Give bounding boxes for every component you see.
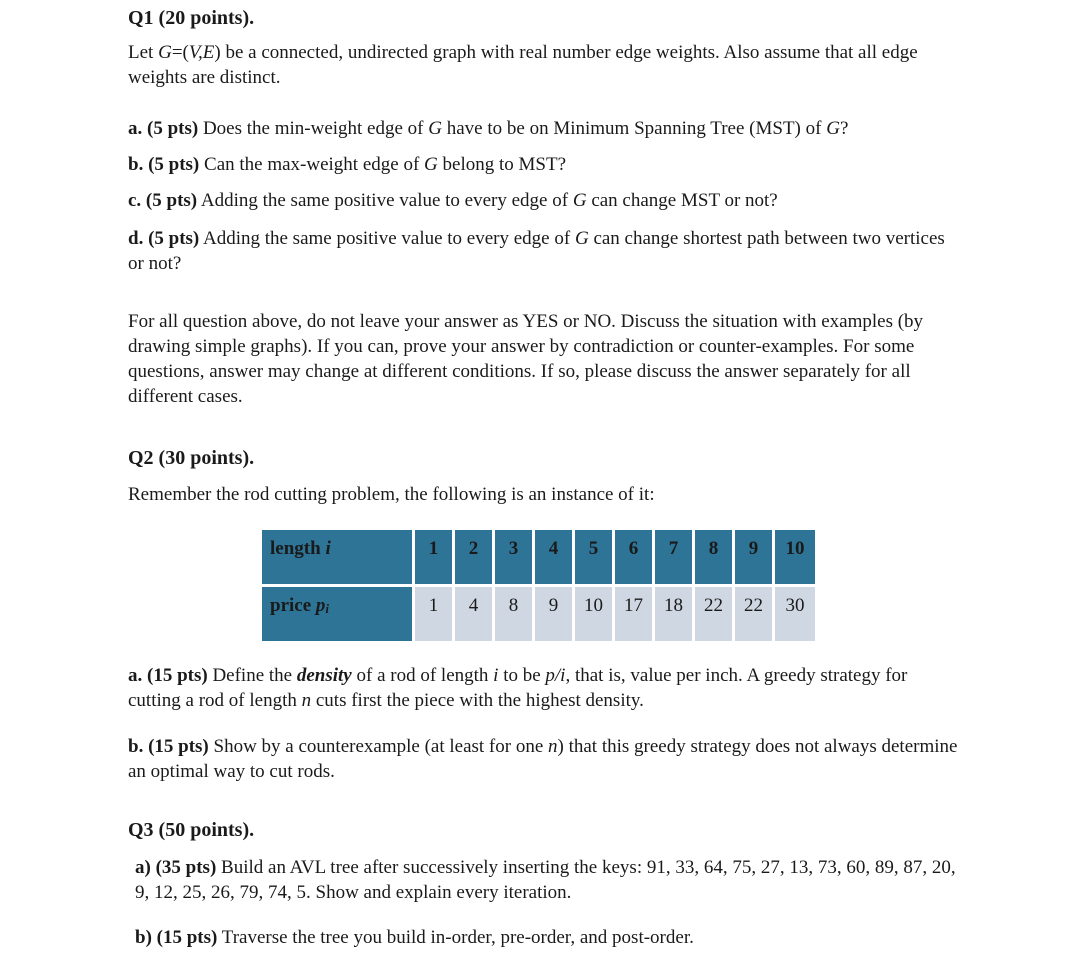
q1-intro: Let G=(V,E) be a connected, undirected graph with real number edge weights. Also assume that all edge weights are distinct.	[128, 42, 918, 88]
q2-intro: Remember the rod cutting problem, the following is an instance of it:	[128, 484, 655, 505]
price-cell: 18	[655, 587, 692, 641]
q1-instructions: For all question above, do not leave your answer as YES or NO. Discuss the situation with examples (by drawing simple graphs). If you can, prove your answer by contradiction or counter-examples. For some questions, answer may change at different conditions. If so, please discuss the answer separately for all different cases.	[128, 311, 924, 407]
length-cell: 9	[735, 530, 772, 584]
length-cell: 1	[415, 530, 452, 584]
length-cell: 4	[535, 530, 572, 584]
q2-title: Q2 (30 points).	[128, 447, 255, 469]
q3-title: Q3 (50 points).	[128, 819, 255, 841]
q1-part-d: d. (5 pts) Adding the same positive value to every edge of G can change shortest path between two vertices or not?	[128, 228, 945, 274]
price-header: price pi	[262, 587, 412, 641]
price-cell: 1	[415, 587, 452, 641]
q1-part-c: c. (5 pts) Adding the same positive value to every edge of G can change MST or not?	[128, 190, 778, 211]
price-cell: 30	[775, 587, 815, 641]
length-cell: 8	[695, 530, 732, 584]
q1-part-b: b. (5 pts) Can the max-weight edge of G belong to MST?	[128, 154, 567, 175]
price-cell: 9	[535, 587, 572, 641]
price-cell: 8	[495, 587, 532, 641]
length-cell: 10	[775, 530, 815, 584]
price-cell: 17	[615, 587, 652, 641]
q3-part-b: b) (15 pts) Traverse the tree you build in-order, pre-order, and post-order.	[135, 927, 694, 948]
q2-part-a: a. (15 pts) Define the density of a rod of length i to be p/i, that is, value per inch. A greedy strategy for cutting a rod of length n cuts first the piece with the highest density.	[128, 665, 908, 711]
length-cell: 5	[575, 530, 612, 584]
price-cell: 10	[575, 587, 612, 641]
length-row	[262, 530, 815, 584]
length-cell: 7	[655, 530, 692, 584]
price-row	[262, 587, 815, 641]
q1-part-a: a. (5 pts) Does the min-weight edge of G have to be on Minimum Spanning Tree (MST) of G?	[128, 118, 849, 139]
q3-part-a: a) (35 pts) Build an AVL tree after successively inserting the keys: 91, 33, 64, 75, 27, 13, 73, 60, 89, 87, 20, 9, 12, 25, 26, 79, 74, 5. Show and explain every iteration.	[135, 857, 956, 903]
length-cell: 2	[455, 530, 492, 584]
q2-part-b: b. (15 pts) Show by a counterexample (at least for one n) that this greedy strategy does not always determine an optimal way to cut rods.	[128, 736, 958, 782]
length-cell: 6	[615, 530, 652, 584]
price-cell: 22	[735, 587, 772, 641]
length-header: length i	[262, 530, 412, 584]
price-cell: 4	[455, 587, 492, 641]
rod-cutting-table	[259, 527, 818, 644]
price-cell: 22	[695, 587, 732, 641]
q1-title: Q1 (20 points).	[128, 7, 255, 29]
length-cell: 3	[495, 530, 532, 584]
